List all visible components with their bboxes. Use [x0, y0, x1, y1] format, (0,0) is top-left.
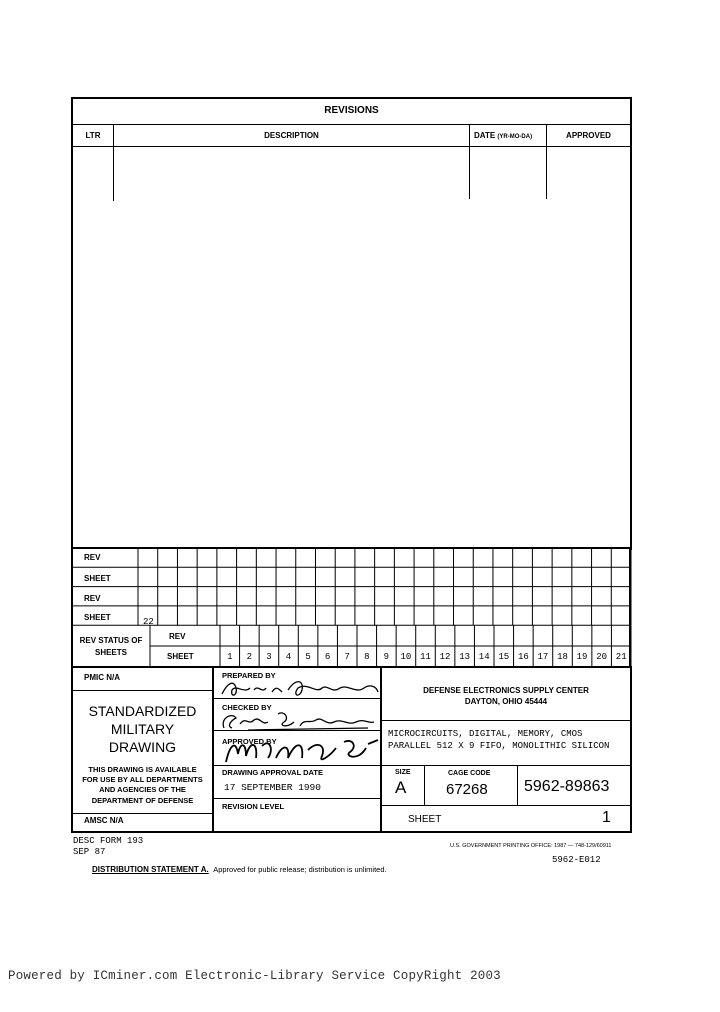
size-label: SIZE: [395, 769, 411, 776]
prepared-by-signature: [218, 676, 383, 702]
sheet-number: 6: [324, 652, 331, 662]
sheet-number: 2: [246, 652, 253, 662]
sheet-number: 12: [439, 652, 451, 662]
rev-label-1: REV: [84, 553, 101, 562]
availability-line-2: FOR USE BY ALL DEPARTMENTS: [82, 775, 203, 784]
sheet-number: 10: [400, 652, 412, 662]
approval-date-value: 17 SEPTEMBER 1990: [224, 782, 321, 793]
distribution-text: Approved for public release; distribution is unlimited.: [213, 865, 387, 874]
sheet-number: 18: [557, 652, 568, 662]
distribution-label: DISTRIBUTION STATEMENT A.: [92, 865, 209, 874]
sheet-number: 5: [305, 652, 311, 662]
sheet-number: 21: [615, 652, 627, 662]
col-ltr: LTR: [85, 131, 101, 140]
sheet-number: 8: [364, 652, 370, 662]
col-approved: APPROVED: [566, 131, 611, 140]
prepared-by-label: PREPARED BY: [222, 671, 276, 680]
copyright-notice: Powered by ICminer.com Electronic-Library Service CopyRight 2003: [8, 969, 501, 983]
col-description: DESCRIPTION: [264, 131, 319, 140]
amsc-label: AMSC N/A: [84, 816, 124, 825]
drawing-title-line-2: PARALLEL 512 X 9 FIFO, MONOLITHIC SILICON: [388, 741, 610, 751]
agency-city: DAYTON, OHIO 45444: [464, 697, 548, 706]
approval-date-label: DRAWING APPROVAL DATE: [222, 768, 323, 777]
rev-label-3: REV: [169, 632, 186, 641]
sheet-number: 19: [576, 652, 588, 662]
sheet-number: 17: [537, 652, 549, 662]
revision-level-label: REVISION LEVEL: [222, 802, 285, 811]
sheet-number: 3: [266, 652, 272, 662]
military-label: MILITARY: [110, 721, 175, 737]
drawing-number: 5962-89863: [524, 778, 610, 795]
sheet-value: 1: [602, 809, 611, 826]
form-code: 5962-E012: [552, 855, 601, 865]
checked-by-signature: [218, 708, 383, 734]
rev-status-of-sheets: REV STATUS OF SHEETS: [79, 636, 143, 657]
col-date: DATE (YR-MO-DA): [474, 131, 533, 140]
sheet-label-2: SHEET: [84, 613, 111, 622]
sheet-number: 4: [285, 652, 292, 662]
availability-line-4: DEPARTMENT OF DEFENSE: [91, 796, 194, 805]
sheet-number: 14: [478, 652, 490, 662]
sheet-extra-number: 22: [143, 617, 154, 627]
sheet-number: 20: [596, 652, 608, 662]
cage-code-value: 67268: [446, 781, 488, 798]
sheet-number: 1: [227, 652, 233, 662]
sheet-number: 16: [517, 652, 529, 662]
agency-name: DEFENSE ELECTRONICS SUPPLY CENTER: [423, 686, 589, 695]
availability-line-3: AND AGENCIES OF THE: [99, 785, 186, 794]
rev-label-2: REV: [84, 594, 101, 603]
sheet-number: 13: [459, 652, 471, 662]
checked-by-label: CHECKED BY: [222, 703, 272, 712]
approved-by-label: APPROVED BY: [222, 737, 277, 746]
drawing-label: DRAWING: [108, 739, 177, 755]
drawing-title-line-1: MICROCIRCUITS, DIGITAL, MEMORY, CMOS: [388, 729, 583, 739]
distribution-statement: [92, 865, 387, 874]
sheet-number: 15: [498, 652, 510, 662]
availability-line-1: THIS DRAWING IS AVAILABLE: [88, 765, 197, 774]
sheet-label: SHEET: [408, 814, 442, 825]
pmic-label: PMIC N/A: [84, 673, 120, 682]
approved-by-signature: [218, 736, 383, 766]
sheet-label-1: SHEET: [84, 574, 111, 583]
cage-code-label: CAGE CODE: [448, 770, 491, 777]
revisions-title: REVISIONS: [324, 105, 379, 116]
form-date: SEP 87: [73, 847, 106, 857]
sheet-number: 7: [344, 652, 350, 662]
sheet-label-3: SHEET: [167, 652, 194, 661]
form-number: DESC FORM 193: [73, 836, 144, 846]
gpo-notice: U.S. GOVERNMENT PRINTING OFFICE: 1987 — 748-129/60911: [450, 843, 612, 849]
sheet-number: 9: [383, 652, 390, 662]
size-value: A: [395, 778, 407, 797]
standardized-label: STANDARDIZED: [88, 703, 197, 719]
sheet-number: 11: [420, 652, 431, 662]
